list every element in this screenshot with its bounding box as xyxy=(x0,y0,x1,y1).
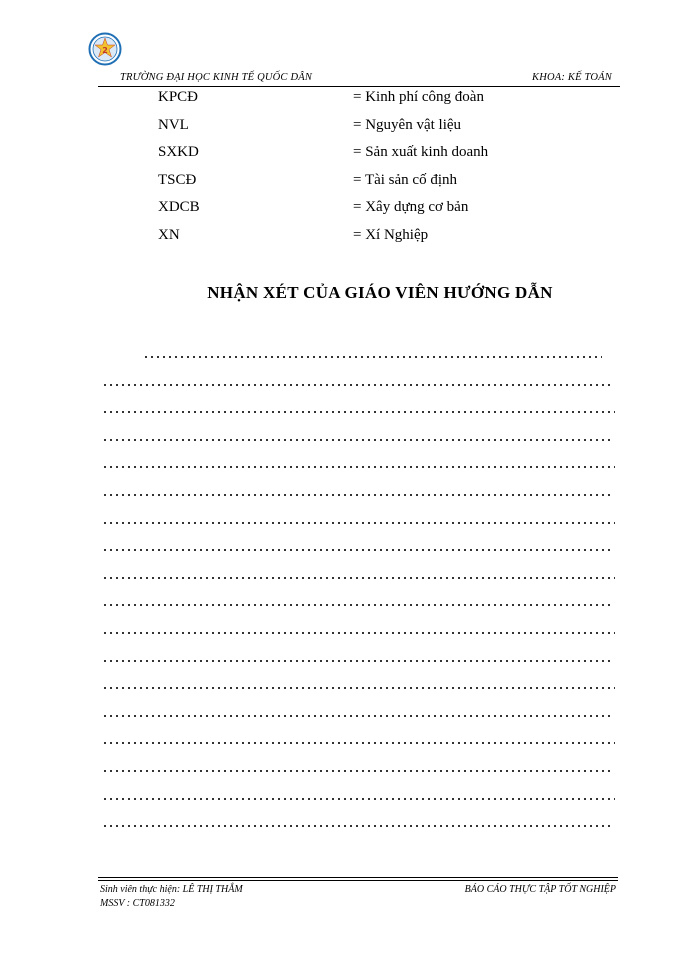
dotted-comment-line xyxy=(102,603,612,607)
dotted-comment-line xyxy=(102,686,615,690)
abbreviation-meaning: = Sản xuất kinh doanh xyxy=(353,144,489,160)
dotted-comment-line xyxy=(102,797,615,801)
dotted-comment-line xyxy=(102,438,612,442)
section-title: NHẬN XÉT CỦA GIÁO VIÊN HƯỚNG DẪN xyxy=(207,283,553,302)
abbreviation-key: NVL xyxy=(158,117,189,133)
footer-student-id: MSSV : CT081332 xyxy=(100,898,175,909)
dotted-comment-line xyxy=(102,521,615,525)
dotted-comment-line xyxy=(102,465,615,469)
university-logo-icon xyxy=(88,32,122,66)
abbreviation-row xyxy=(0,172,700,192)
abbreviation-row xyxy=(0,117,700,137)
dotted-comment-line xyxy=(102,741,615,745)
abbreviation-row xyxy=(0,227,700,247)
footer-rule xyxy=(98,880,618,881)
abbreviation-row xyxy=(0,199,700,219)
svg-text:2: 2 xyxy=(102,46,108,55)
dotted-comment-line xyxy=(102,576,615,580)
dotted-comment-line xyxy=(102,769,612,773)
abbreviation-key: TSCĐ xyxy=(158,172,197,188)
dotted-comment-line xyxy=(102,659,612,663)
abbreviation-meaning: = Xí Nghiệp xyxy=(353,227,429,243)
dotted-comment-line xyxy=(102,410,615,414)
footer-report-title: BÁO CÁO THỰC TẬP TỐT NGHIỆP xyxy=(464,884,616,895)
abbreviation-row xyxy=(0,144,700,164)
footer-student-name: Sinh viên thực hiện: LÊ THỊ THẮM xyxy=(100,884,243,895)
header-school-name: TRƯỜNG ĐẠI HỌC KINH TẾ QUỐC DÂN xyxy=(120,72,313,83)
abbreviation-key: KPCĐ xyxy=(158,89,199,105)
abbreviation-key: XDCB xyxy=(158,199,200,215)
dotted-comment-line xyxy=(102,548,612,552)
header-faculty: KHOA: KẾ TOÁN xyxy=(532,72,612,83)
dotted-comment-line xyxy=(102,493,612,497)
abbreviation-meaning: = Tài sản cố định xyxy=(353,172,457,188)
abbreviation-meaning: = Xây dựng cơ bản xyxy=(353,199,469,215)
dotted-comment-line xyxy=(102,631,615,635)
header-rule xyxy=(98,86,620,87)
dotted-comment-line xyxy=(102,383,612,387)
dotted-comment-line xyxy=(102,824,612,828)
abbreviation-key: SXKD xyxy=(158,144,199,160)
dotted-comment-line xyxy=(102,714,612,718)
abbreviation-meaning: = Nguyên vật liệu xyxy=(353,117,462,133)
abbreviation-row xyxy=(0,89,700,109)
abbreviation-key: XN xyxy=(158,227,180,243)
abbreviation-meaning: = Kinh phí công đoàn xyxy=(353,89,484,105)
footer-rule xyxy=(98,877,618,878)
dotted-comment-line xyxy=(143,355,602,359)
